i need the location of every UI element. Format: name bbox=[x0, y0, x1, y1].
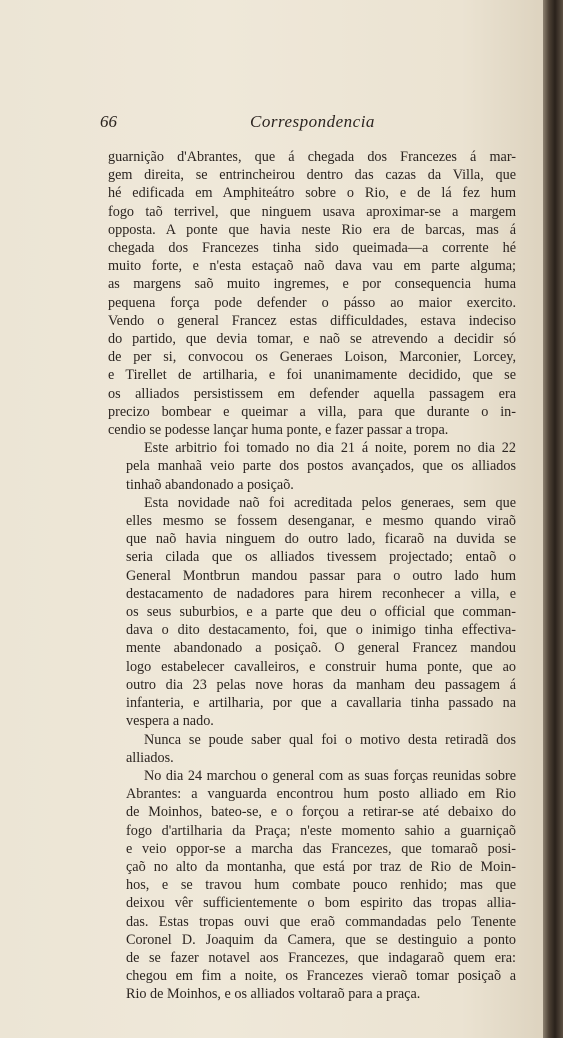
text-line: cendio se podesse lançar huma ponte, e fazer passar a tropa. bbox=[108, 422, 449, 439]
text-line: e veio oppor-se a marcha das Francezes, que tomaraõ posi- bbox=[126, 840, 516, 857]
text-line: as margens saõ muito ingremes, e por consequencia huma bbox=[108, 276, 516, 293]
page-number: 66 bbox=[100, 112, 117, 131]
text-line: os alliados persistissem em defender aquella passagem era bbox=[108, 385, 516, 402]
text-line: No dia 24 marchou o general com as suas forças reunidas sobre bbox=[144, 767, 516, 784]
text-line: Esta novidade naõ foi acreditada pelos generaes, sem que bbox=[144, 494, 516, 511]
text-line: que naõ havia ninguem do outro lado, ficaraõ na duvida se bbox=[126, 531, 516, 548]
text-line: logo estabelecer cavalleiros, e construir huma ponte, que ao bbox=[126, 658, 516, 675]
text-line: hé edificada em Amphiteátro sobre o Rio, e de lá fez hum bbox=[108, 185, 516, 202]
text-line: mente abandonado a posiçaõ. O general Francez mandou bbox=[126, 640, 516, 657]
text-line: os seus suburbios, e a parte que deu o official que comman- bbox=[126, 604, 516, 621]
text-line: infanteria, e artilharia, por que a cavallaria tinha passado na bbox=[126, 695, 516, 712]
paragraph bbox=[108, 148, 516, 439]
text-line: chegou em fim a noite, os Francezes vieraõ tomar posiçaõ a bbox=[126, 968, 516, 985]
text-line: Nunca se poude saber qual foi o motivo desta retiradã dos bbox=[144, 731, 516, 748]
paragraph bbox=[108, 767, 516, 1004]
text-line: fogo d'artilharia da Praça; n'este momento sahio a guarniçaõ bbox=[126, 822, 516, 839]
text-line: de per si, convocou os Generaes Loison, Marconier, Lorcey, bbox=[108, 349, 516, 366]
text-line: muito forte, e n'esta estaçaõ naõ dava vau em parte alguma; bbox=[108, 258, 516, 275]
text-line: alliados. bbox=[126, 749, 174, 766]
text-line: Coronel D. Joaquim da Camera, que se destinguio a ponto bbox=[126, 931, 516, 948]
text-line: opposta. A ponte que havia neste Rio era de barcas, mas á bbox=[108, 221, 516, 238]
paragraph bbox=[108, 439, 516, 494]
text-line: dava o dito destacamento, foi, que o inimigo tinha effectiva- bbox=[126, 622, 516, 639]
text-line: tinhaõ abandonado a posiçaõ. bbox=[126, 476, 294, 493]
text-line: e Tirellet de artilharia, e foi unanimamente decidido, que se bbox=[108, 367, 516, 384]
text-line: das. Estas tropas ouvi que eraõ commandadas pelo Tenente bbox=[126, 913, 516, 930]
text-line: destacamento de nadadores para hirem reconhecer a villa, e bbox=[126, 585, 516, 602]
text-line: guarnição d'Abrantes, que á chegada dos Francezes á mar- bbox=[108, 149, 516, 165]
text-line: Abrantes: a vanguarda encontrou hum posto alliado em Rio bbox=[126, 786, 516, 803]
paragraph bbox=[108, 731, 516, 767]
text-line: Rio de Moinhos, e os alliados voltaraõ para a praça. bbox=[126, 986, 421, 1003]
text-line: pequena força pode defender o pásso ao maior exercito. bbox=[108, 294, 516, 311]
text-line: pela manhaã veio parte dos postos avançados, que os alliados bbox=[126, 458, 516, 475]
text-line: Vendo o general Francez estas difficuldades, estava indeciso bbox=[108, 312, 516, 329]
text-line: de se fazer notavel aos Francezes, que indagaraõ quem era: bbox=[126, 949, 516, 966]
text-line: Este arbitrio foi tomado no dia 21 á noite, porem no dia 22 bbox=[144, 440, 516, 457]
text-line: çaõ no alto da montanha, que está por traz de Rio de Moin- bbox=[126, 858, 516, 875]
text-line: do partido, que devia tomar, e naõ se atrevendo a decidir só bbox=[108, 331, 516, 348]
text-line: precizo bombear e queimar a villa, para que durante o in- bbox=[108, 403, 516, 420]
text-line: deixou vêr sufficientemente o bom espirito das tropas allia- bbox=[126, 895, 516, 912]
text-line: elles mesmo se fossem desenganar, e mesmo quando viraõ bbox=[126, 513, 516, 530]
text-line: hos, e se travou hum combate pouco renhido; mas que bbox=[126, 877, 516, 894]
text-line: gem direita, se entrincheirou dentro das cazas da Villa, que bbox=[108, 167, 516, 184]
paragraph bbox=[108, 494, 516, 731]
text-line: chegada dos Francezes tinha sido queimada—a corrente hé bbox=[108, 240, 516, 257]
text-line: seria cilada que os alliados tivessem projectado; entaõ o bbox=[126, 549, 516, 566]
body-text bbox=[108, 148, 516, 1004]
text-line: General Montbrun mandou passar para o outro lado hum bbox=[126, 567, 516, 584]
text-line: fogo taõ terrivel, que ninguem usava aproximar-se a margem bbox=[108, 203, 516, 220]
text-line: de Moinhos, bateo-se, e o forçou a retirar-se até debaixo do bbox=[126, 804, 516, 821]
text-line: outro dia 23 pelas nove horas da manham deu passagem á bbox=[126, 676, 516, 693]
book-spine-edge bbox=[543, 0, 563, 1038]
text-line: vespera a nado. bbox=[126, 713, 214, 730]
page-header bbox=[100, 112, 518, 136]
running-head: Correspondencia bbox=[250, 112, 375, 131]
